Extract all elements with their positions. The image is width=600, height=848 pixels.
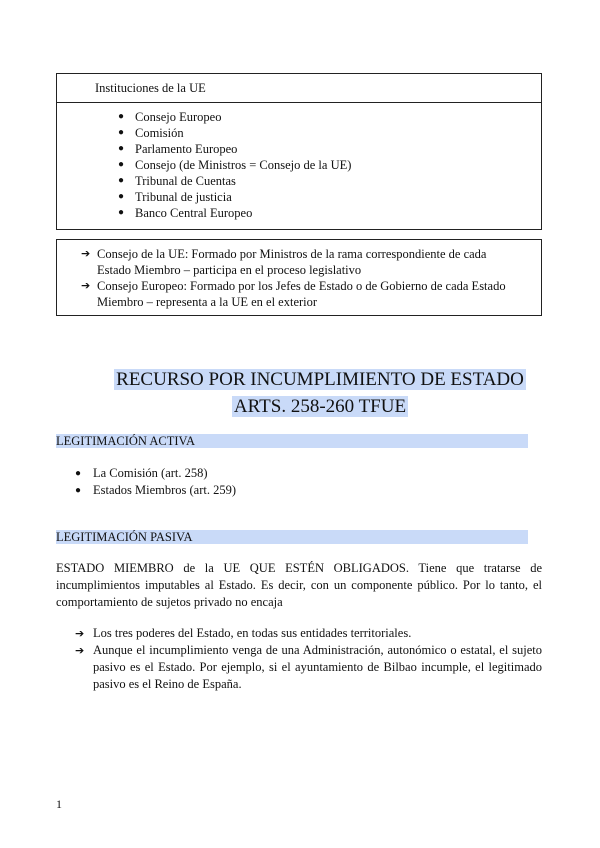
bullet-icon: ● <box>75 485 82 496</box>
list-item: ● La Comisión (art. 258) <box>75 466 208 480</box>
arrow-right-icon: ➔ <box>81 279 91 292</box>
pasiva-paragraph: ESTADO MIEMBRO de la UE QUE ESTÉN OBLIGADOS. Tiene que tratarse de incumplimientos imputables al Estado. Es decir, con un componente público. Por lo tanto, el comportamiento de sujetos privado no encaja <box>56 561 542 609</box>
list-item: ● Estados Miembros (art. 259) <box>75 483 237 497</box>
activa-list <box>56 465 542 499</box>
list-item: ● Consejo Europeo <box>118 110 222 124</box>
list-item: ● Comisión <box>118 126 184 140</box>
page-number: 1 <box>56 797 62 811</box>
heading-legitimacion-activa: LEGITIMACIÓN ACTIVA <box>56 434 528 448</box>
list-item: ● Tribunal de justicia <box>118 190 232 204</box>
list-item: ➔ Consejo de la UE: Formado por Ministros de la rama correspondiente de cada Estado Miembro – participa en el proceso legislativo <box>81 247 487 277</box>
bullet-icon: ● <box>118 175 125 186</box>
list-item: ● Consejo (de Ministros = Consejo de la UE) <box>118 158 352 172</box>
instituciones-list <box>57 103 541 221</box>
consejos-box <box>56 239 542 316</box>
instituciones-header: Instituciones de la UE <box>57 74 541 103</box>
list-item: ● Parlamento Europeo <box>118 142 238 156</box>
list-item: ● Banco Central Europeo <box>118 206 253 220</box>
title-line-1: RECURSO POR INCUMPLIMIENTO DE ESTADO <box>116 369 524 390</box>
bullet-icon: ● <box>118 159 125 170</box>
bullet-icon: ● <box>75 468 82 479</box>
bullet-icon: ● <box>118 191 125 202</box>
bullet-icon: ● <box>118 143 125 154</box>
arrow-right-icon: ➔ <box>81 247 91 260</box>
bullet-icon: ● <box>118 207 125 218</box>
list-item: ➔ Los tres poderes del Estado, en todas sus entidades territoriales. <box>75 626 412 640</box>
title-line-2: ARTS. 258-260 TFUE <box>233 396 407 417</box>
arrow-right-icon: ➔ <box>75 627 85 640</box>
bullet-icon: ● <box>118 111 125 122</box>
bullet-icon: ● <box>118 127 125 138</box>
list-item: ➔ Consejo Europeo: Formado por los Jefes de Estado o de Gobierno de cada Estado Miembro – representa a la UE en el exterior <box>81 279 506 309</box>
pasiva-list <box>56 625 542 693</box>
heading-legitimacion-pasiva: LEGITIMACIÓN PASIVA <box>56 530 528 544</box>
list-item: ➔ Aunque el incumplimiento venga de una Administración, autonómico o estatal, el sujeto pasivo es el Estado. Por ejemplo, si el ayuntamiento de Bilbao incumple, el legitimado pasivo es el Reino de España. <box>75 643 542 691</box>
arrow-right-icon: ➔ <box>75 644 85 657</box>
section-title <box>0 366 600 420</box>
instituciones-table <box>56 73 542 230</box>
list-item: ● Tribunal de Cuentas <box>118 174 236 188</box>
